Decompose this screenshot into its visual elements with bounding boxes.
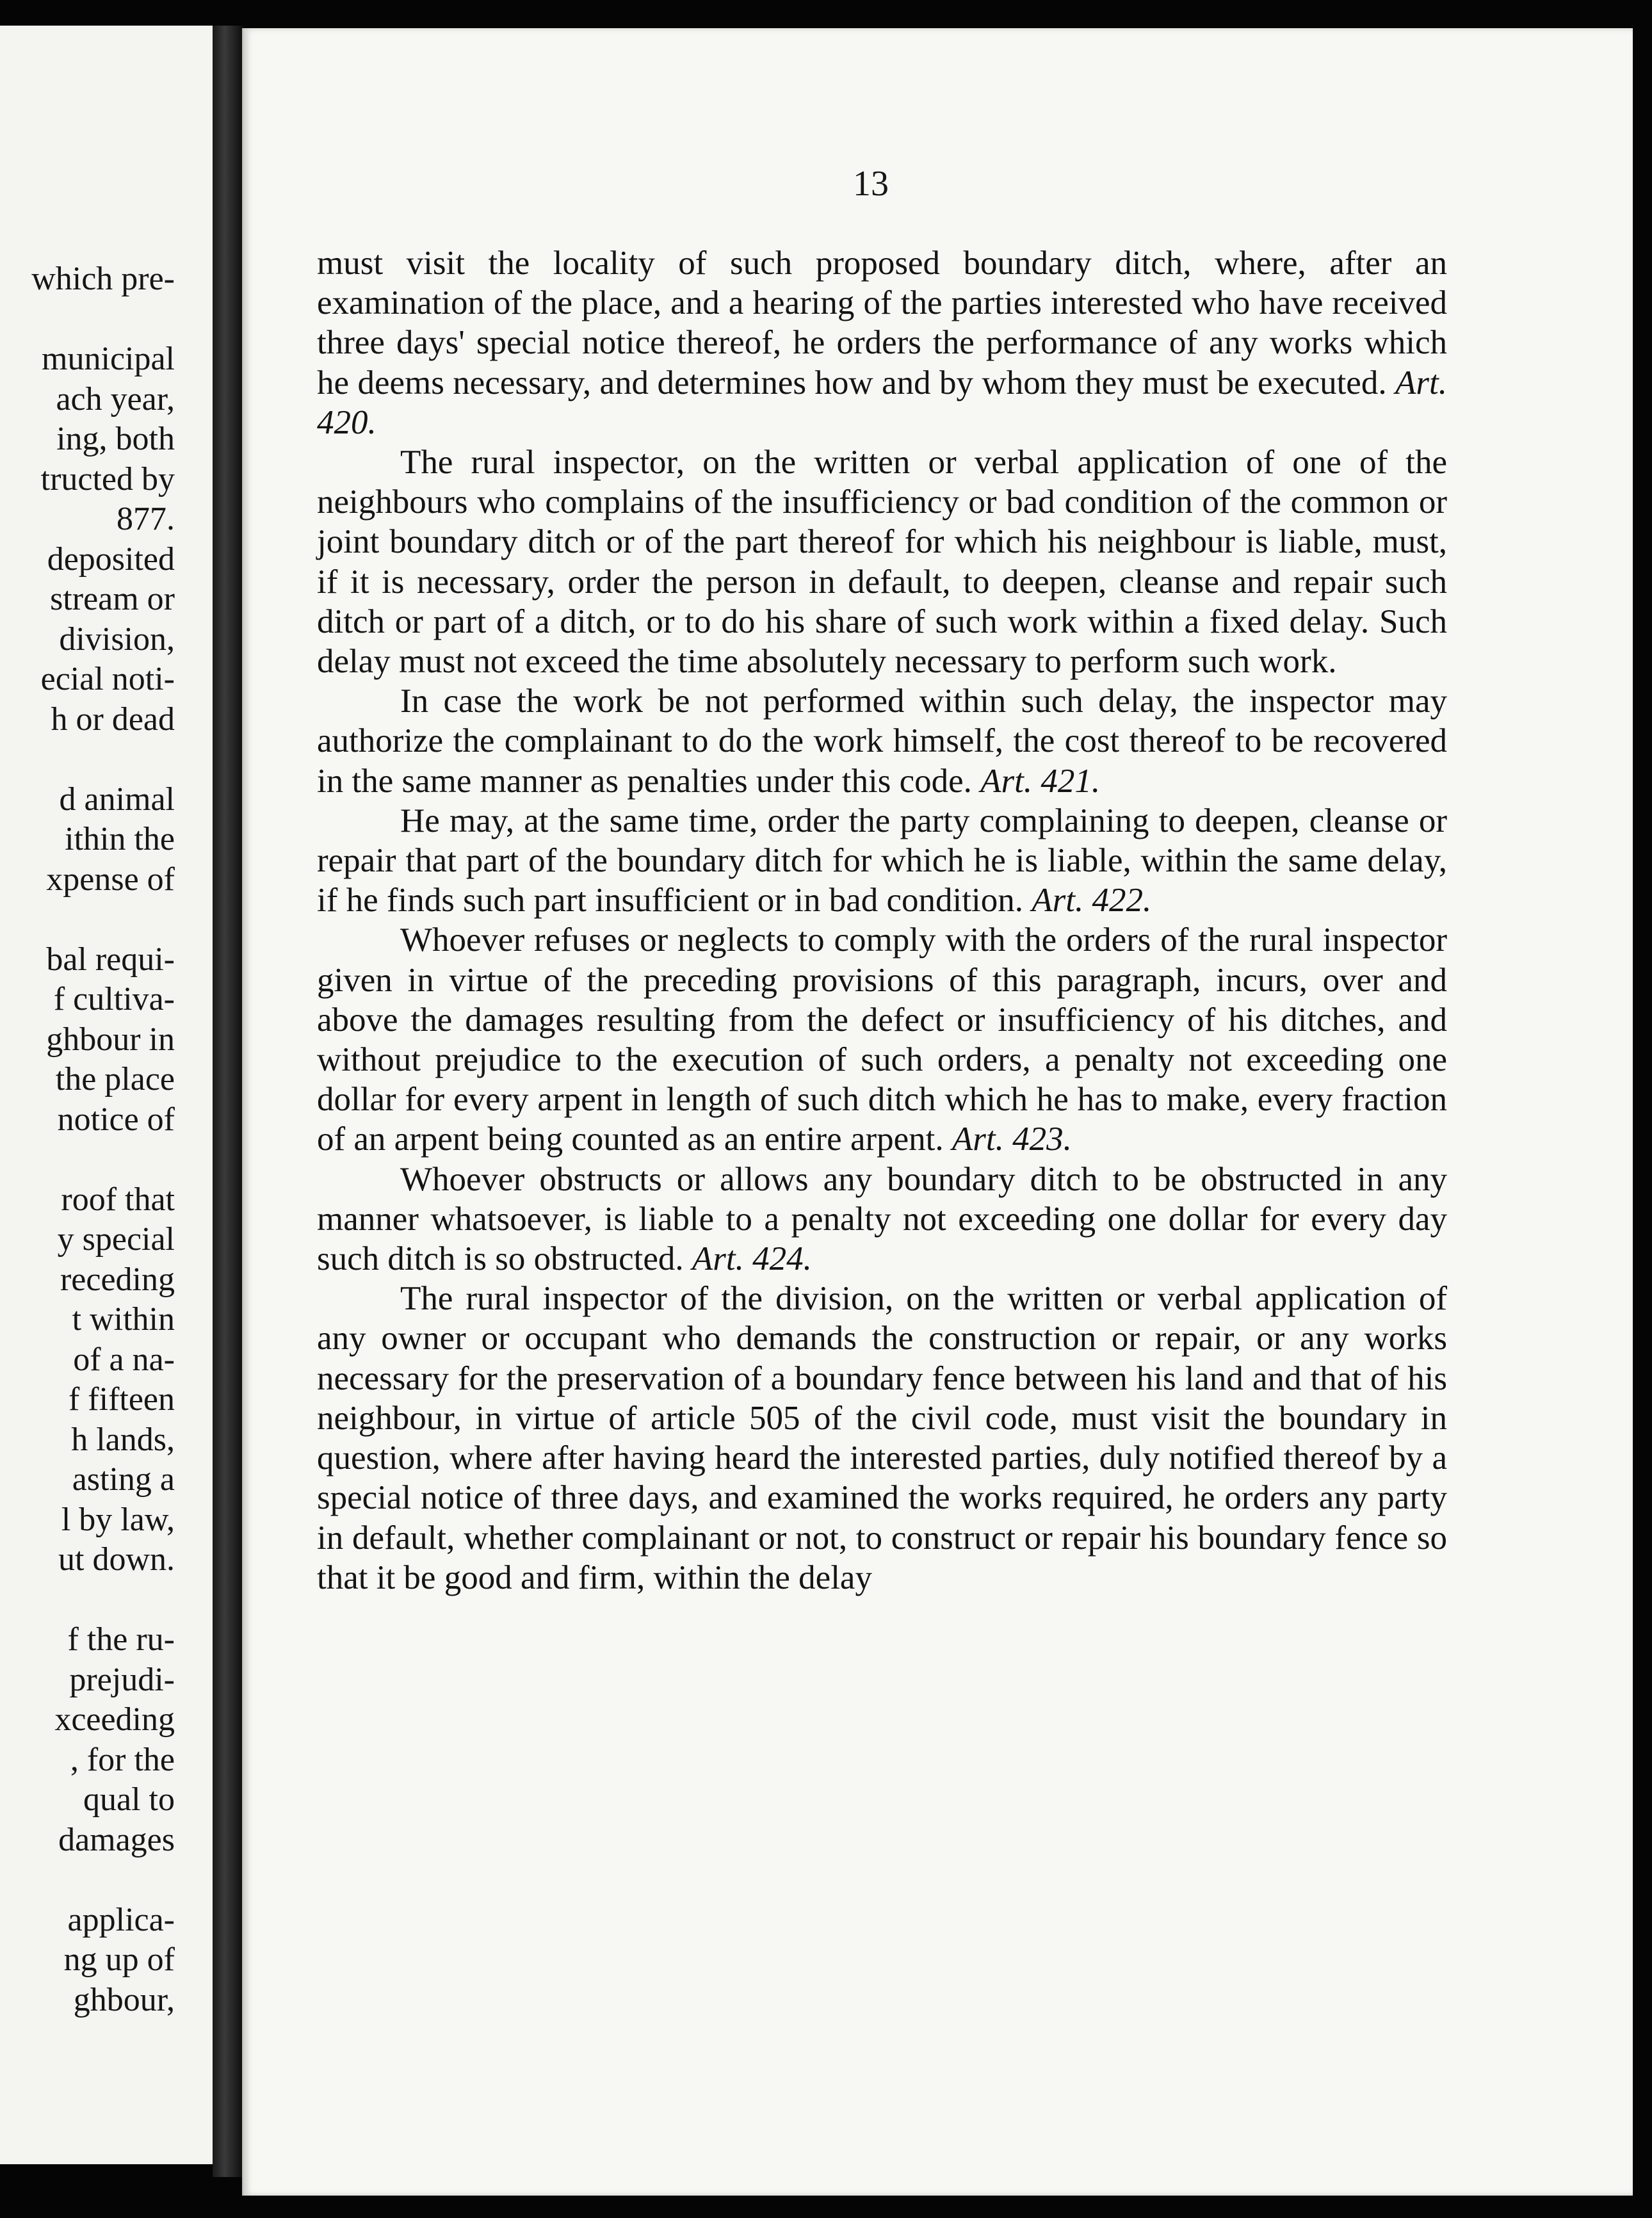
left-page-line: d animal <box>59 781 175 818</box>
article-reference: Art. 420. <box>317 364 1448 441</box>
left-page-spacer <box>31 900 175 940</box>
paragraph-5 <box>317 920 1447 1159</box>
left-page-line: ut down. <box>58 1541 175 1578</box>
left-page-line: receding <box>60 1261 175 1298</box>
left-page-line: h lands, <box>71 1421 175 1458</box>
page-body <box>317 243 1447 1598</box>
left-page-line: division, <box>59 620 175 658</box>
left-page-line: stream or <box>50 581 175 617</box>
paragraph-text: The rural inspector, on the written or verbal application of one of the neighbours who complains of the insufficiency or bad condition of the common or joint boundary ditch or of the part thereof for which his neighbour is liable, must, if it is necessary, order the person in default, to deepen, cleanse and repair such ditch or part of a ditch, or to do his share of such work within a fixed delay. Such delay must not exceed the time absolutely necessary to perform such work. <box>317 444 1447 681</box>
article-reference: Art. 423. <box>952 1121 1072 1158</box>
article-reference: Art. 422. <box>1032 882 1152 919</box>
left-page-spacer <box>31 740 175 780</box>
left-page-line: ghbour in <box>46 1021 175 1058</box>
left-page-line: prejudi- <box>69 1661 175 1698</box>
left-page-line: damages <box>58 1821 175 1858</box>
paragraph-text: He may, at the same time, order the party complaining to deepen, cleanse or repair that part of the boundary ditch for which he is liable, within the same delay, if he finds such part insufficient or in bad condition. <box>317 802 1447 919</box>
left-page-line: roof that <box>61 1181 175 1218</box>
paragraph-text: Whoever refuses or neglects to comply with the orders of the rural inspector given in virtue of the preceding provisions of this paragraph, incurs, over and above the damages resulting from the defect or insufficiency of his ditches, and without prejudice to the execution of such orders, a penalty not exceeding one dollar for every arpent in length of such ditch which he has to make, every fraction of an arpent being counted as an entire arpent. <box>317 921 1447 1158</box>
left-page-line: l by law, <box>61 1501 175 1538</box>
left-page-line: f fifteen <box>68 1381 175 1418</box>
left-page-line: ng up of <box>63 1941 175 1978</box>
left-page-line: t within <box>72 1301 175 1338</box>
left-page-line: ghbour, <box>73 1981 175 2018</box>
article-reference: Art. 424. <box>692 1240 812 1278</box>
paragraph-3 <box>317 681 1447 801</box>
left-page-line: ecial noti- <box>40 661 175 697</box>
paragraph-text: In case the work be not performed within such delay, the inspector may authorize the complainant to do the work himself, the cost thereof to be recovered in the same manner as penalties under this code. <box>317 683 1447 800</box>
left-page-line: xpense of <box>46 861 175 898</box>
left-page-line: applica- <box>67 1901 175 1938</box>
left-page-line: f the ru- <box>67 1621 175 1658</box>
paragraph-7 <box>317 1279 1447 1598</box>
paragraph-4 <box>317 801 1447 921</box>
left-page-line: 877. <box>117 501 175 537</box>
left-page-line: ithin the <box>65 821 175 857</box>
left-page-line: asting a <box>72 1461 175 1498</box>
left-page-line: xceeding <box>54 1701 175 1738</box>
paragraph-text: must visit the locality of such proposed boundary ditch, where, after an examination of the place, and a hearing of the parties interested who have received three days' special notice thereof, he orders the performance of any works which he deems necessary, and determines how and by whom they must be executed. <box>317 245 1447 401</box>
left-page-line: , for the <box>70 1741 175 1778</box>
paragraph-text: The rural inspector of the division, on the written or verbal application of any owner or occupant who demands the construction or repair, or any works necessary for the preservation of a boundary fence between his land and that of his neighbour, in virtue of article 505 of the civil code, must visit the boundary in question, where after having heard the interested parties, duly notified thereof by a special notice of three days, and examined the works required, he orders any party in default, whether complainant or not, to construct or repair his boundary fence so that it be good and firm, within the delay <box>317 1280 1447 1596</box>
left-page-line: of a na- <box>73 1341 175 1378</box>
left-page-line: municipal <box>42 341 175 377</box>
left-page-line: f cultiva- <box>53 981 175 1017</box>
left-page-line: bal requi- <box>46 941 175 978</box>
left-page-spacer <box>31 1860 175 1900</box>
left-page-line: tructed by <box>40 460 175 498</box>
page-number: 13 <box>853 164 889 204</box>
left-page-spacer <box>31 300 175 340</box>
left-page-line: notice of <box>57 1101 175 1138</box>
left-page-spacer <box>31 1140 175 1180</box>
paragraph-2 <box>317 442 1447 681</box>
left-page-line: y special <box>57 1221 175 1258</box>
left-page-line: ing, both <box>56 421 175 457</box>
left-page-text-fragments <box>31 259 175 2020</box>
left-page-line: which pre- <box>31 261 175 297</box>
left-page-line: deposited <box>47 540 175 578</box>
book-gutter <box>213 26 243 2177</box>
left-page-line: qual to <box>83 1781 175 1818</box>
article-reference: Art. 421. <box>980 762 1101 800</box>
left-page-line: h or dead <box>51 700 175 738</box>
left-page-line: ach year, <box>56 380 175 417</box>
left-page <box>0 26 216 2164</box>
paragraph-6 <box>317 1160 1447 1279</box>
paragraph-1 <box>317 243 1447 442</box>
left-page-spacer <box>31 1580 175 1621</box>
left-page-line: the place <box>55 1061 175 1097</box>
paragraph-text: Whoever obstructs or allows any boundary ditch to be obstructed in any manner whatsoever, is liable to a penalty not exceeding one dollar for every day such ditch is so obstructed. <box>317 1160 1447 1278</box>
